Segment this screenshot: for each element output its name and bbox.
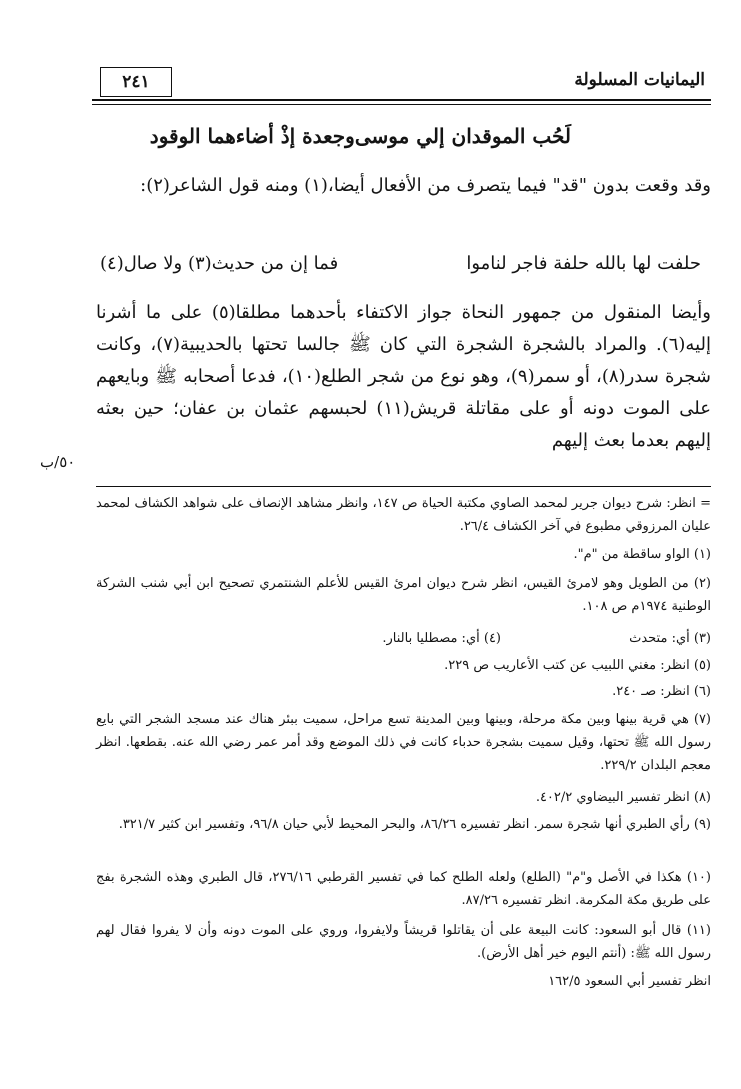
body-paragraph-1: وقد وقعت بدون "قد" فيما يتصرف من الأفعال أيضا،(١) ومنه قول الشاعر(٢):: [140, 175, 711, 196]
footnote-separator: [96, 486, 711, 487]
footnote-continuation: = انظر: شرح ديوان جرير لمحمد الصاوي مكتبة الحياة ص ١٤٧، وانظر مشاهد الإنصاف على شواهد الكشاف لمحمد عليان المرزوقي مطبوع في آخر الكشاف ٢٦/٤.: [96, 496, 712, 534]
footnote-5: (٥) انظر: مغني اللبيب عن كتب الأعاريب ص ٢٢٩.: [444, 658, 711, 673]
verse-2-second-hemistich: فما إن من حديث(٣) ولا صال(٤): [100, 253, 339, 274]
footnote-10: (١٠) هكذا في الأصل و"م" (الطلع) ولعله الطلح كما في تفسير القرطبي ٢٧٦/١٦، قال الطبري وهذه الشجرة بفج على طريق مكة المكرمة. انظر تفسيره ٨٧/٢٦.: [96, 870, 711, 908]
manuscript-folio-note: ٥٠/ب: [40, 453, 76, 471]
footnote-11: (١١) قال أبو السعود: كانت البيعة على أن يقاتلوا قريشاً ولايفروا، وروي على الموت دونه وأن لا يفروا فقال لهم رسول الله ﷺ: (أنتم اليوم خير أهل الأرض).: [96, 923, 711, 961]
footnote-1: (١) الواو ساقطة من "م".: [573, 547, 711, 562]
poetry-verse-2: [100, 253, 701, 274]
verse-1-first-hemistich: لَحُب الموقدان إلي موسى: [354, 124, 571, 148]
page-number: ٢٤١: [100, 67, 172, 97]
footnote-6: (٦) انظر: صـ ٢٤٠.: [612, 684, 711, 699]
footnote-2: (٢) من الطويل وهو لامرئ القيس، انظر شرح ديوان امرئ القيس للأعلم الشنتمري تصحيح ابن أبي شنب الشركة الوطنية ١٩٧٤م ص ١٠٨.: [96, 576, 711, 614]
poetry-verse-1: [60, 124, 681, 148]
verse-2-first-hemistich: حلفت لها بالله حلفة فاجر لناموا: [466, 253, 701, 274]
verse-1-second-hemistich: وجعدة إذْ أضاءهما الوقود: [149, 124, 355, 148]
running-title: اليمانيات المسلولة: [574, 70, 705, 90]
footnote-3: (٣) أي: متحدث: [629, 631, 711, 646]
footnote-11-reference: انظر تفسير أبي السعود ١٦٢/٥: [548, 974, 711, 989]
body-paragraph-2: وأيضا المنقول من جمهور النحاة جواز الاكتفاء بأحدهما مطلقا(٥) على ما أشرنا إليه(٦). والمراد بالشجرة الشجرة التي كان ﷺ جالسا تحتها بالحديبية(٧)، وكانت شجرة سدر(٨)، أو سمر(٩)، وهو نوع من شجر الطلع(١٠)، فدعا أصحابه ﷺ وبايعهم على الموت دونه أو على مقاتلة قريش(١١) لحبسهم عثمان بن عفان؛ حين بعثه إليهم بعدما بعث إليهم: [96, 302, 712, 451]
footnote-7: (٧) هي قرية بينها وبين مكة مرحلة، وبينها وبين المدينة تسع مراحل، سميت ببئر هناك عند مسجد الشجر التي بايع رسول الله ﷺ تحتها، وقيل سميت بشجرة حدباء كانت في ذلك الموضع وقد أمر عمر رضي الله عنه. بقطعها. انظر معجم البلدان ٢٢٩/٢.: [96, 712, 711, 773]
header-rule-thin: [92, 104, 711, 105]
header-rule: [92, 99, 711, 101]
footnote-8: (٨) انظر تفسير البيضاوي ٤٠٢/٢.: [535, 790, 711, 805]
footnote-4: (٤) أي: مصطليا بالنار.: [382, 631, 501, 646]
footnote-9: (٩) رأي الطبري أنها شجرة سمر. انظر تفسيره ٨٦/٢٦، والبحر المحيط لأبي حيان ٩٦/٨، وتفسير ابن كثير ٣٢١/٧.: [118, 817, 711, 832]
